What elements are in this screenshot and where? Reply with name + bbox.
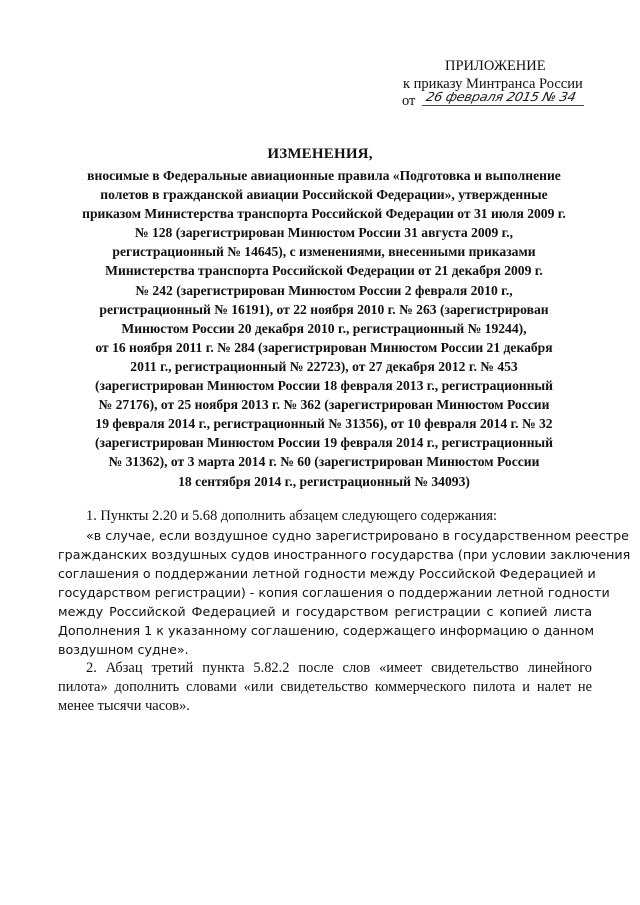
subtitle-line: (зарегистрирован Минюстом России 19 февраля 2014 г., регистрационный: [95, 435, 553, 451]
item2-line: пилота» дополнить словами «или свидетельство коммерческого пилота и налет не: [58, 679, 592, 695]
subtitle-line: приказом Министерства транспорта Российской Федерации от 31 июля 2009 г.: [82, 206, 566, 222]
document-body: [58, 507, 631, 716]
subtitle-line: Министерства транспорта Российской Федерации от 21 декабря 2009 г.: [105, 263, 543, 279]
subtitle-line: № 31362), от 3 марта 2014 г. № 60 (зарегистрирован Минюстом России: [108, 454, 540, 470]
item1-quote-line: Дополнения 1 к указанному соглашению, содержащего информацию о данном: [58, 623, 595, 638]
subtitle-line: 19 февраля 2014 г., регистрационный № 31356), от 10 февраля 2014 г. № 32: [95, 416, 553, 432]
subtitle-line: № 27176), от 25 ноября 2013 г. № 362 (зарегистрирован Минюстом России: [98, 397, 550, 413]
subtitle-line: (зарегистрирован Минюстом России 18 февраля 2013 г., регистрационный: [95, 378, 553, 394]
subtitle-line: 2011 г., регистрационный № 22723), от 27 декабря 2012 г. № 453: [130, 358, 518, 374]
item1-intro: 1. Пункты 2.20 и 5.68 дополнить абзацем следующего содержания:: [86, 508, 497, 524]
subtitle-line: регистрационный № 16191), от 22 ноября 2010 г. № 263 (зарегистрирован: [99, 301, 549, 317]
subtitle-line: вносимые в Федеральные авиационные правила «Подготовка и выполнение: [87, 168, 561, 183]
item1-quote-line: гражданских воздушных судов иностранного государства (при условии заключения: [58, 547, 631, 562]
item2-line: 2. Абзац третий пункта 5.82.2 после слов «имеет свидетельство линейного: [86, 660, 592, 676]
document-title: ИЗМЕНЕНИЯ,: [267, 146, 373, 162]
appendix-date-prefix: от: [402, 93, 416, 109]
subtitle-line: 18 сентября 2014 г., регистрационный № 34093): [178, 473, 470, 489]
subtitle-line: № 242 (зарегистрирован Минюстом России 2 февраля 2010 г.,: [135, 282, 513, 298]
item1-quote-line: государством регистрации) - копия соглашения о поддержании летной годности: [58, 585, 610, 600]
subtitle-line: регистрационный № 14645), с изменениями, внесенными приказами: [112, 244, 536, 260]
appendix-date-line: [402, 90, 612, 111]
appendix-order-reference: к приказу Минтранса России: [403, 75, 583, 92]
handwritten-date: 26 февраля 2015 № 34: [424, 90, 577, 105]
item2-line: менее тысячи часов».: [58, 698, 190, 714]
subtitle-line: Минюстом России 20 декабря 2010 г., регистрационный № 19244),: [121, 320, 527, 336]
item1-quote-line: между Российской Федерацией и государством регистрации с копией листа: [58, 604, 592, 619]
item1-quote-line: соглашения о поддержании летной годности между Российской Федерацией и: [58, 566, 596, 581]
appendix-header: [402, 58, 612, 111]
document-subtitle: [58, 166, 590, 491]
subtitle-line: № 128 (зарегистрирован Минюстом России 31 августа 2009 г.,: [134, 225, 514, 241]
item1-quote-line: воздушном судне».: [58, 642, 189, 657]
subtitle-line: от 16 ноября 2011 г. № 284 (зарегистрирован Минюстом России 21 декабря: [95, 339, 553, 355]
item1-quote-line: «в случае, если воздушное судно зарегистрировано в государственном реестре: [86, 528, 629, 543]
appendix-label: ПРИЛОЖЕНИЕ: [445, 58, 546, 74]
subtitle-line: полетов в гражданской авиации Российской Федерации», утвержденные: [100, 187, 548, 203]
